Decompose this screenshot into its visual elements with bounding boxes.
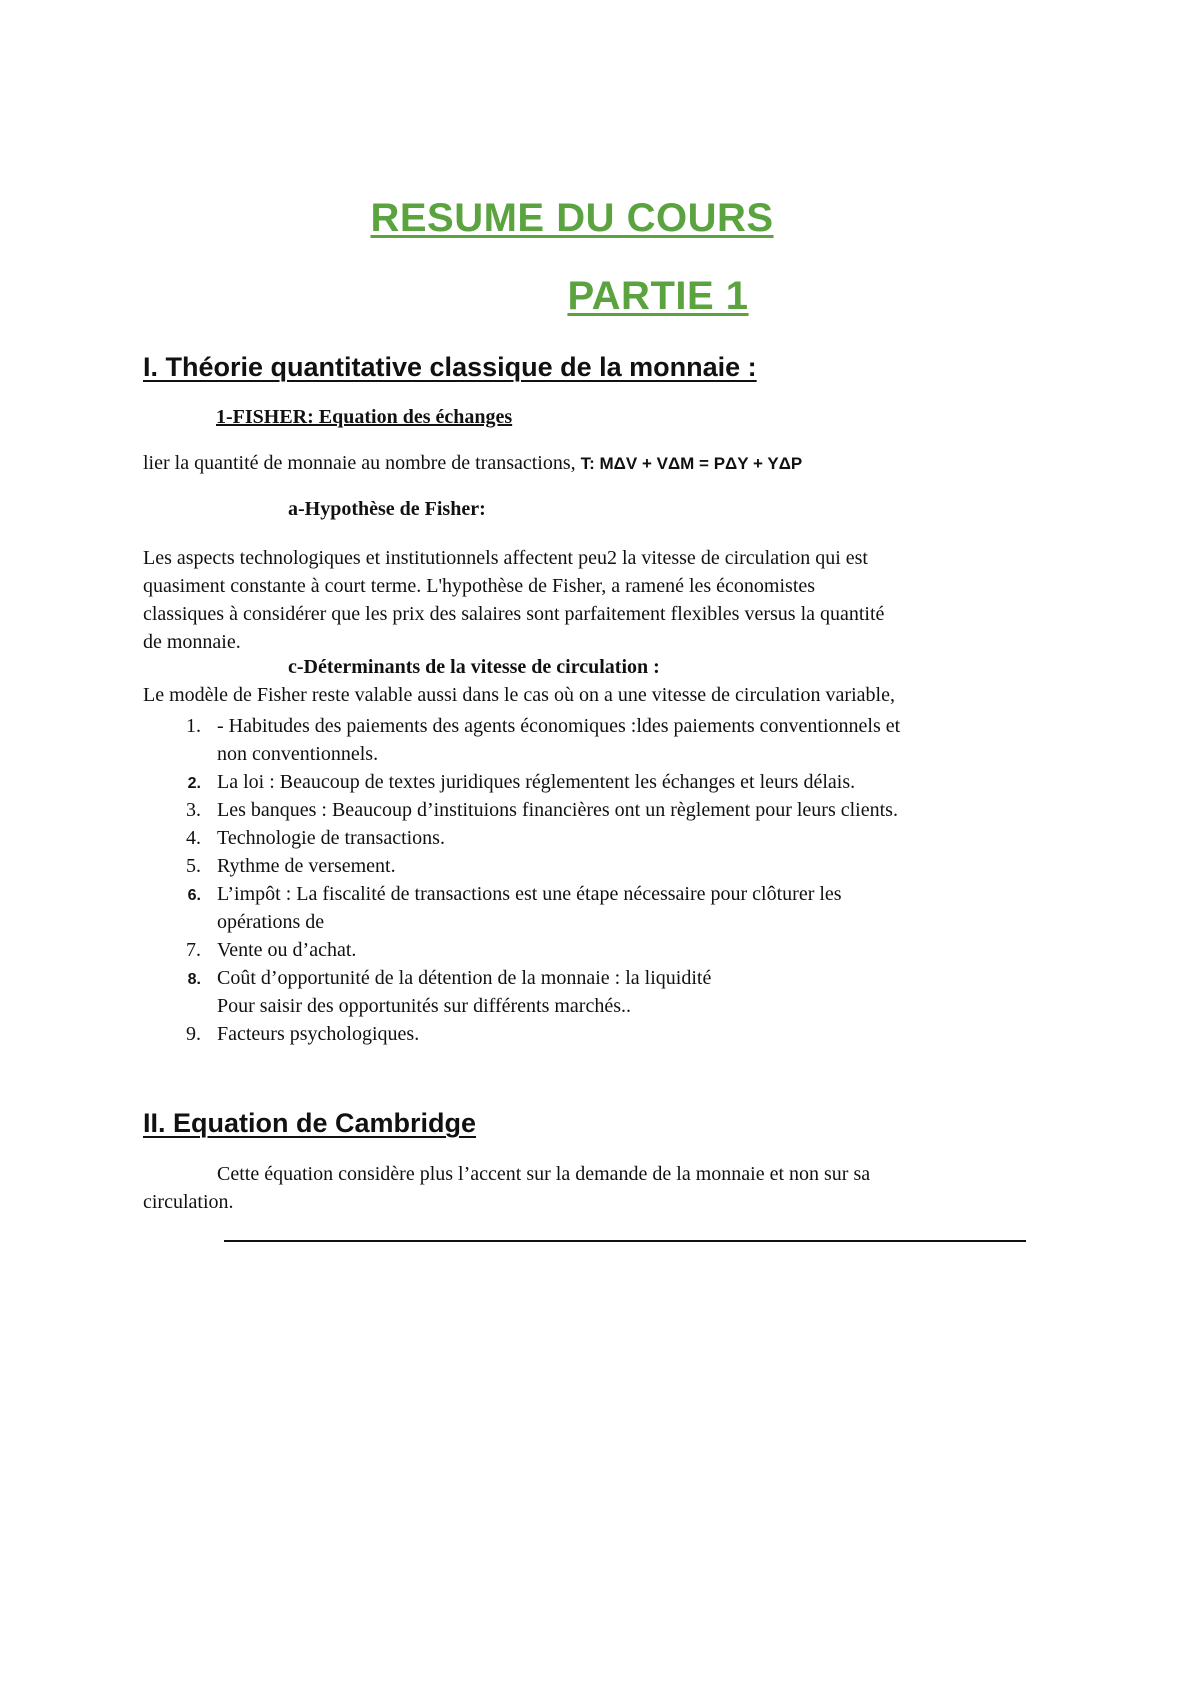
list-item <box>143 936 1083 964</box>
list-item-text: Facteurs psychologiques. <box>217 1023 420 1045</box>
list-number: 6. <box>187 887 201 904</box>
hypothesis-line: de monnaie. <box>143 631 241 653</box>
list-item-text: Rythme de versement. <box>217 855 396 877</box>
list-item-text: L’impôt : La fiscalité de transactions est une étape nécessaire pour clôturer les <box>217 883 842 905</box>
list-item-text: non conventionnels. <box>217 743 379 765</box>
list-number: 2. <box>187 775 201 792</box>
section-heading-2: II. Equation de Cambridge <box>143 1108 477 1138</box>
list-number: 8. <box>187 971 201 988</box>
fisher-heading: 1-FISHER: Equation des échanges <box>216 406 513 428</box>
list-item <box>143 796 1083 824</box>
list-item <box>143 712 1083 768</box>
list-number: 1. <box>186 715 201 737</box>
hypothesis-line: Les aspects technologiques et institutionnels affectent peu2 la vitesse de circulation qui est <box>143 547 868 569</box>
list-item-text: La loi : Beaucoup de textes juridiques réglementent les échanges et leurs délais. <box>217 771 856 793</box>
horizontal-rule <box>224 1240 1026 1242</box>
list-number: 5. <box>186 855 201 877</box>
hypothesis-heading: a-Hypothèse de Fisher: <box>288 498 486 520</box>
list-item-text: - Habitudes des paiements des agents économiques :ldes paiements conventionnels et <box>217 715 901 737</box>
list-item <box>143 1020 1083 1048</box>
list-item <box>143 964 1083 1020</box>
part-title: PARTIE 1 <box>567 274 749 318</box>
hypothesis-paragraph <box>143 544 1063 656</box>
list-number: 7. <box>186 939 201 961</box>
list-item-text: Technologie de transactions. <box>217 827 445 849</box>
section-heading-1: I. Théorie quantitative classique de la monnaie : <box>143 352 757 382</box>
hypothesis-line: quasiment constante à court terme. L'hypothèse de Fisher, a ramené les économistes <box>143 575 816 597</box>
determinants-list <box>143 712 1083 1048</box>
list-number: 4. <box>186 827 201 849</box>
fisher-text-line <box>143 452 802 475</box>
list-item-text: opérations de <box>217 911 325 933</box>
cambridge-line: Cette équation considère plus l’accent sur la demande de la monnaie et non sur sa <box>217 1163 871 1185</box>
list-item <box>143 768 1083 796</box>
list-number: 9. <box>186 1023 201 1045</box>
list-item <box>143 852 1083 880</box>
determinants-intro: Le modèle de Fisher reste valable aussi dans le cas où on a une vitesse de circulation variable, <box>143 684 895 706</box>
cambridge-paragraph <box>143 1160 1063 1216</box>
list-item-text: Vente ou d’achat. <box>217 939 357 961</box>
list-item-text: Pour saisir des opportunités sur différents marchés.. <box>217 995 631 1017</box>
cambridge-line: circulation. <box>143 1191 234 1213</box>
fisher-text: lier la quantité de monnaie au nombre de transactions, <box>143 452 576 474</box>
fisher-equation: T: MΔV + VΔM = PΔY + YΔP <box>580 454 803 473</box>
list-number: 3. <box>186 799 201 821</box>
determinants-heading: c-Déterminants de la vitesse de circulation : <box>288 656 660 678</box>
document-title: RESUME DU COURS <box>370 196 774 240</box>
list-item <box>143 824 1083 852</box>
hypothesis-line: classiques à considérer que les prix des salaires sont parfaitement flexibles versus la quantité <box>143 603 885 625</box>
list-item-text: Coût d’opportunité de la détention de la monnaie : la liquidité <box>217 967 712 989</box>
list-item-text: Les banques : Beaucoup d’instituions financières ont un règlement pour leurs clients. <box>217 799 898 821</box>
list-item <box>143 880 1083 936</box>
